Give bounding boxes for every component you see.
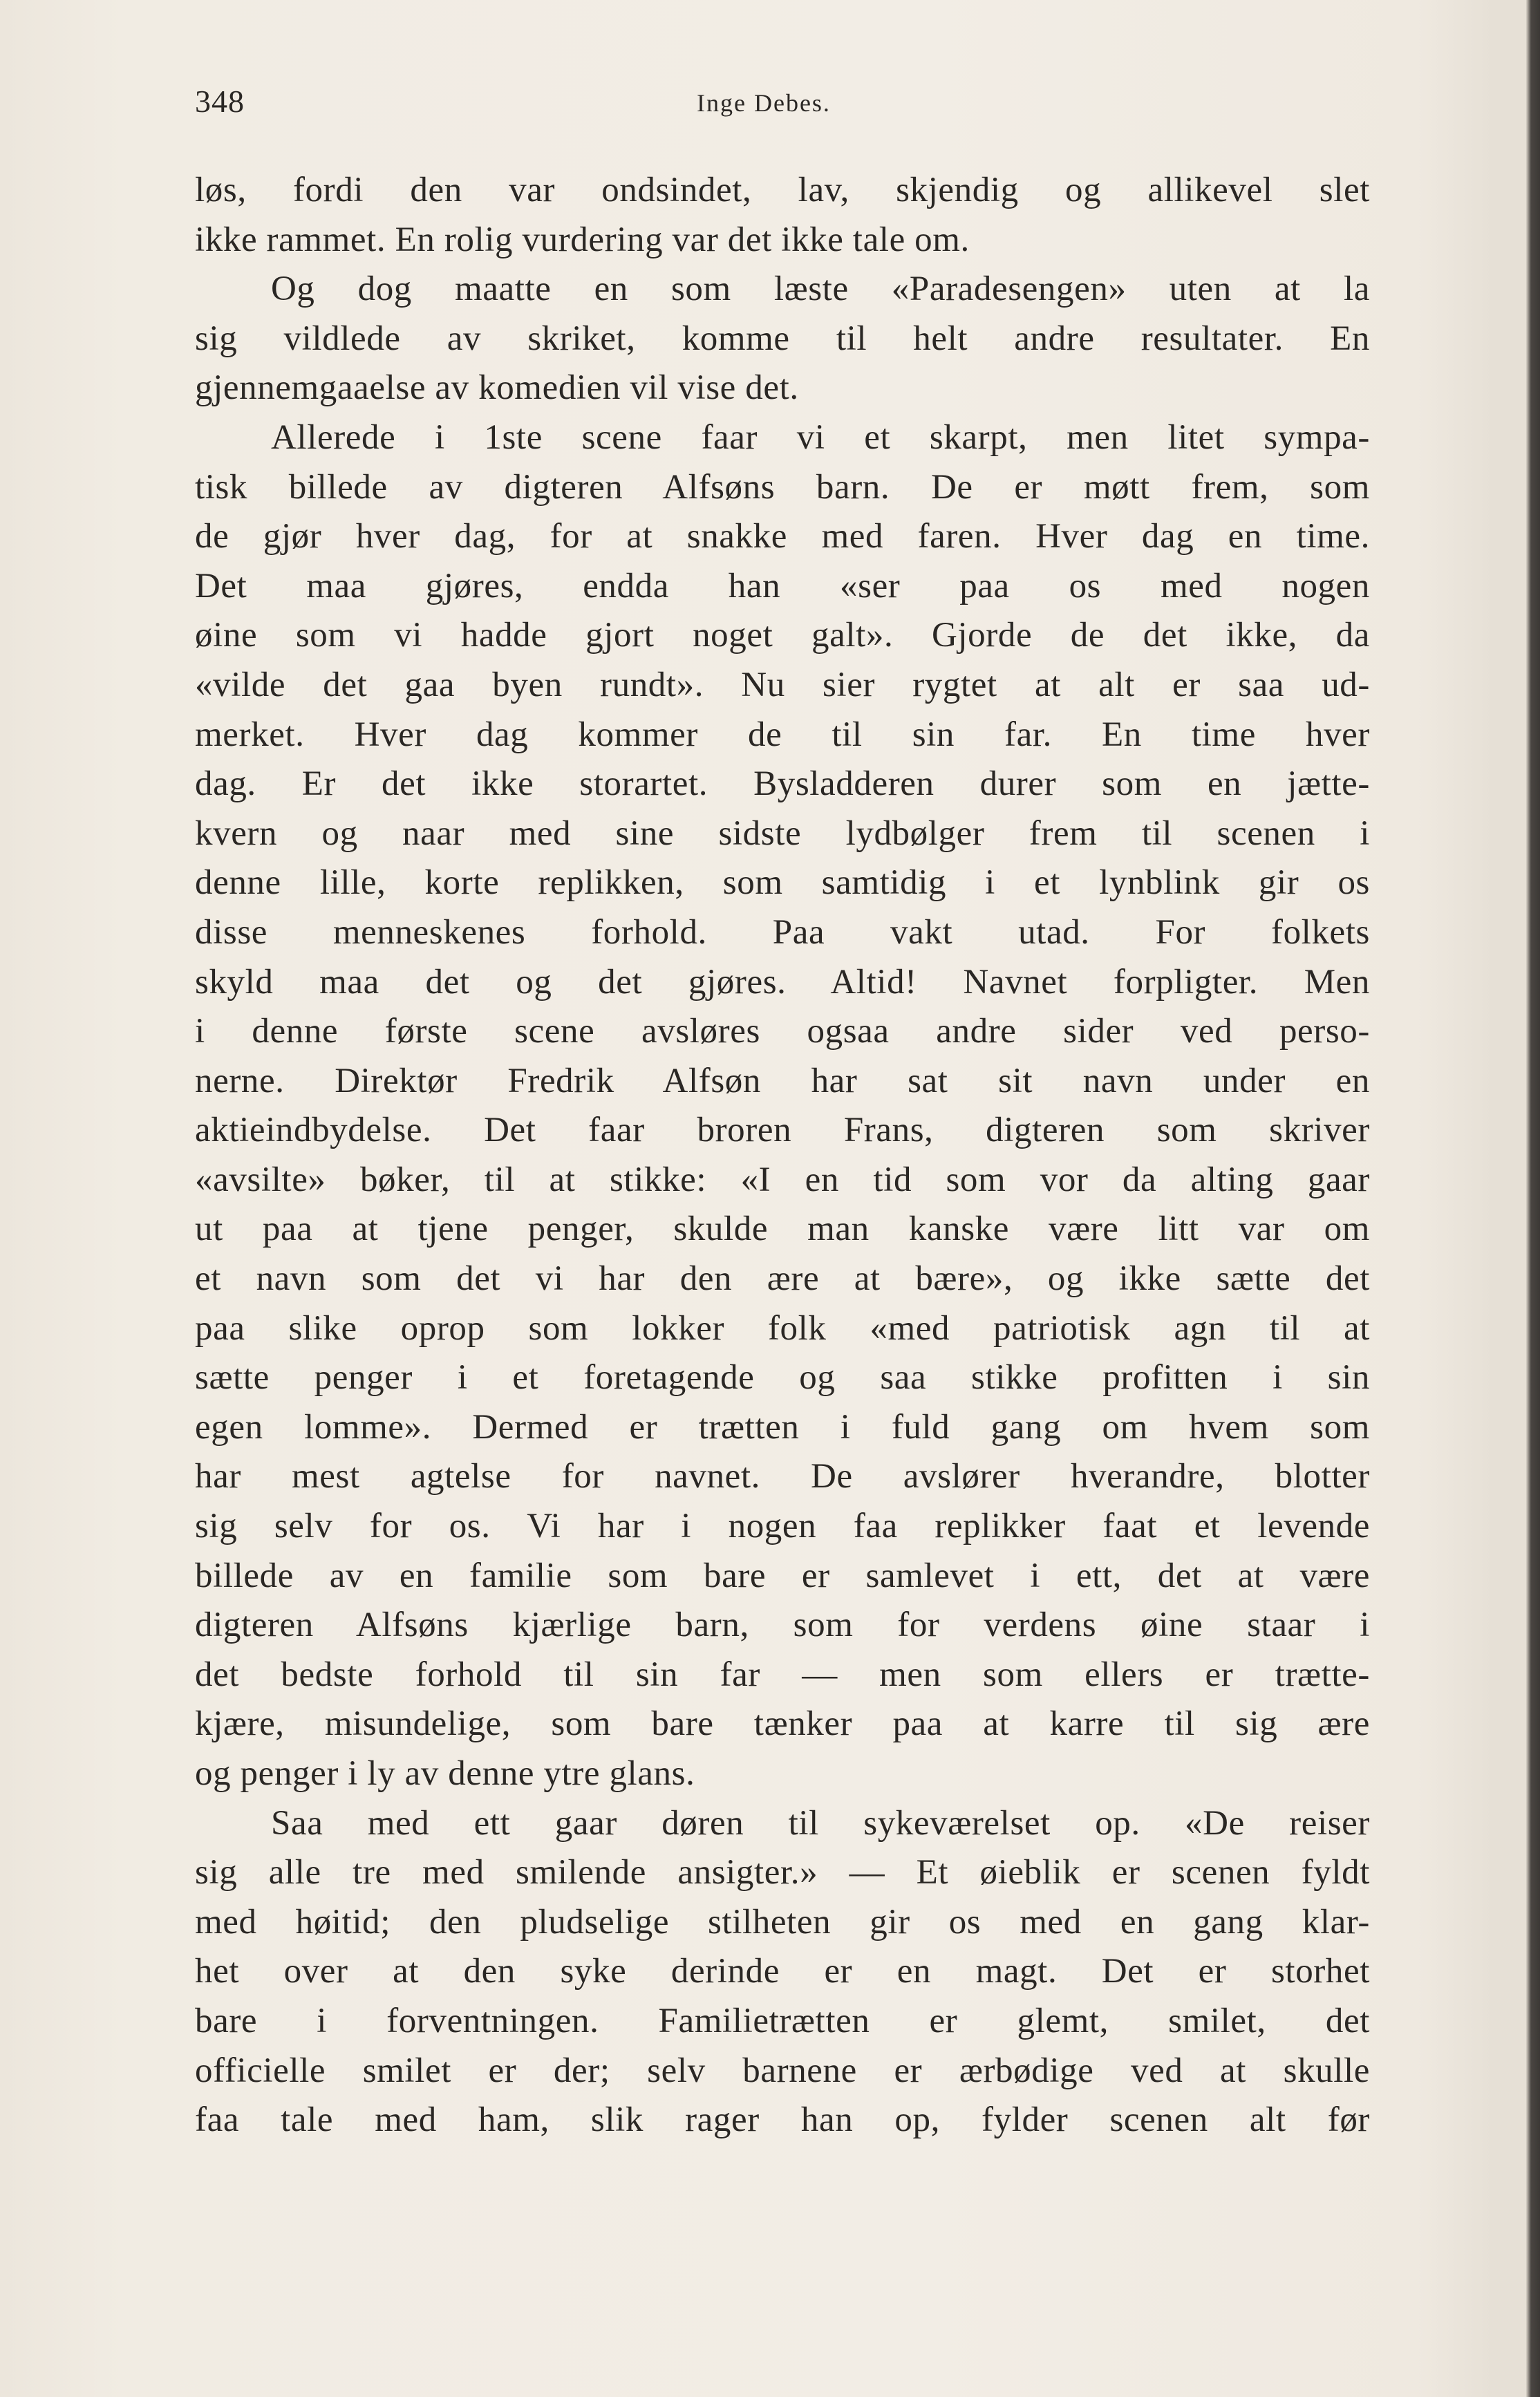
text-line: Allerede i 1ste scene faar vi et skarpt, men litet sympa- <box>271 417 1370 457</box>
text-line: kvern og naar med sine sidste lydbølger frem til scenen i <box>195 814 1370 853</box>
text-line: sig alle tre med smilende ansigter.» — Et øieblik er scenen fyldt <box>195 1853 1370 1892</box>
text-line: sig vildlede av skriket, komme til helt andre resultater. En <box>195 319 1370 358</box>
text-line: og penger i ly av denne ytre glans. <box>195 1754 695 1793</box>
text-line: het over at den syke derinde er en magt. Det er storhet <box>195 1952 1370 1991</box>
text-line: billede av en familie som bare er samlevet i ett, det at være <box>195 1556 1370 1595</box>
text-line: officielle smilet er der; selv barnene er ærbødige ved at skulle <box>195 2051 1370 2090</box>
text-line: aktieindbydelse. Det faar broren Frans, digteren som skriver <box>195 1111 1370 1150</box>
text-line: har mest agtelse for navnet. De avslører hverandre, blotter <box>195 1457 1370 1496</box>
text-line: paa slike oprop som lokker folk «med patriotisk agn til at <box>195 1308 1370 1348</box>
text-line: skyld maa det og det gjøres. Altid! Navnet forpligter. Men <box>195 962 1370 1002</box>
body-text <box>195 166 1370 2145</box>
text-line: nerne. Direktør Fredrik Alfsøn har sat sit navn under en <box>195 1061 1370 1100</box>
running-head <box>195 83 1370 138</box>
text-line: Og dog maatte en som læste «Paradesengen» uten at la <box>271 270 1370 309</box>
text-line: ikke rammet. En rolig vurdering var det ikke tale om. <box>195 220 970 259</box>
page-edge-shadow <box>1526 0 1540 2397</box>
text-line: Saa med ett gaar døren til sykeværelset op. «De reiser <box>271 1803 1370 1843</box>
text-line: bare i forventningen. Familietrætten er glemt, smilet, det <box>195 2001 1370 2040</box>
text-line: sætte penger i et foretagende og saa stikke profitten i sin <box>195 1358 1370 1398</box>
text-line: i denne første scene avsløres ogsaa andre sider ved perso- <box>195 1012 1370 1051</box>
running-title: Inge Debes. <box>697 89 831 117</box>
text-line: egen lomme». Dermed er trætten i fuld gang om hvem som <box>195 1407 1370 1447</box>
text-line: denne lille, korte replikken, som samtidig i et lynblink gir os <box>195 863 1370 903</box>
text-line: ut paa at tjene penger, skulde man kanske være litt var om <box>195 1210 1370 1249</box>
text-line: kjære, misundelige, som bare tænker paa at karre til sig ære <box>195 1704 1370 1744</box>
text-line: digteren Alfsøns kjærlige barn, som for verdens øine staar i <box>195 1606 1370 1645</box>
text-line: merket. Hver dag kommer de til sin far. En time hver <box>195 715 1370 754</box>
text-line: det bedste forhold til sin far — men som ellers er trætte- <box>195 1655 1370 1694</box>
text-line: et navn som det vi har den ære at bære», og ikke sætte det <box>195 1259 1370 1299</box>
text-line: sig selv for os. Vi har i nogen faa replikker faat et levende <box>195 1507 1370 1546</box>
text-line: dag. Er det ikke storartet. Bysladderen durer som en jætte- <box>195 764 1370 804</box>
text-line: de gjør hver dag, for at snakke med faren. Hver dag en time. <box>195 517 1370 556</box>
page-number: 348 <box>195 84 245 119</box>
text-line: løs, fordi den var ondsindet, lav, skjendig og allikevel slet <box>195 171 1370 209</box>
text-line: med høitid; den pludselige stilheten gir os med en gang klar- <box>195 1902 1370 1942</box>
text-line: «avsilte» bøker, til at stikke: «I en tid som vor da alting gaar <box>195 1160 1370 1199</box>
text-line: faa tale med ham, slik rager han op, fylder scenen alt før <box>195 2100 1370 2140</box>
text-line: disse menneskenes forhold. Paa vakt utad. For folkets <box>195 912 1370 952</box>
text-line: tisk billede av digteren Alfsøns barn. De er møtt frem, som <box>195 467 1370 507</box>
text-line: øine som vi hadde gjort noget galt». Gjorde de det ikke, da <box>195 616 1370 655</box>
text-line: «vilde det gaa byen rundt». Nu sier rygtet at alt er saa ud- <box>195 665 1370 704</box>
text-line: gjennemgaaelse av komedien vil vise det. <box>195 368 799 408</box>
text-line: Det maa gjøres, endda han «ser paa os med nogen <box>195 566 1370 605</box>
